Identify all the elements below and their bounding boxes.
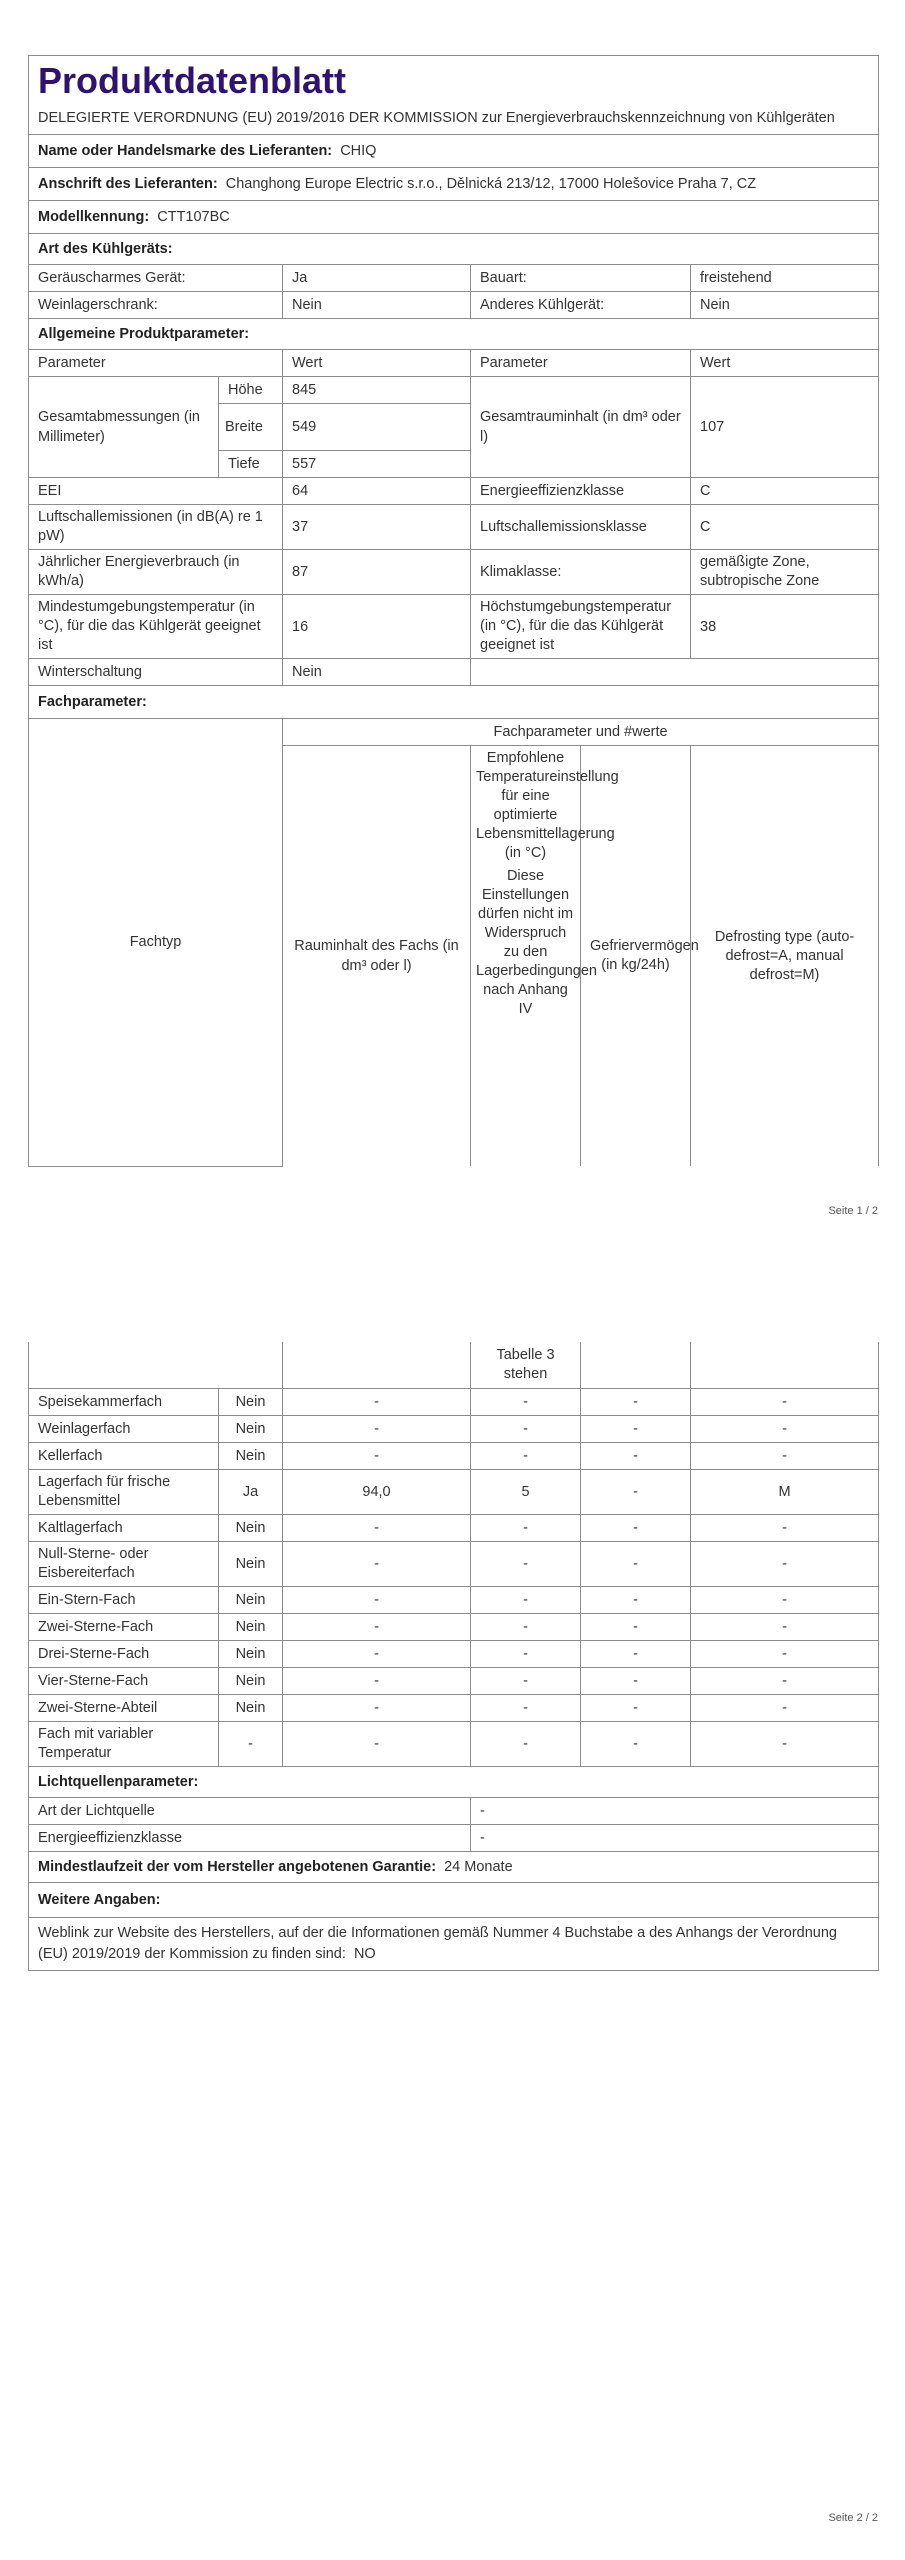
supplier-address-row: [29, 168, 879, 201]
compartment-freeze: -: [581, 1695, 691, 1722]
compartment-header-row-1: [29, 719, 879, 746]
compartment-temp: -: [471, 1641, 581, 1668]
depth-label: Tiefe: [219, 451, 283, 478]
compartment-temp: -: [471, 1668, 581, 1695]
weblink-text: Weblink zur Website des Herstellers, auf der die Informationen gemäß Nummer 4 Buchstabe a des Anhangs der Verordnung (EU) 2019/2019 der Kommission zu finden sind:: [38, 1925, 838, 1962]
weblink-row: [29, 1918, 879, 1971]
compartment-temp: -: [471, 1443, 581, 1470]
settings-note: Diese Einstellungen dürfen nicht im Widerspruch zu den Lagerbedingungen nach Anhang IV: [476, 868, 597, 1017]
compartment-row: [29, 1668, 879, 1695]
compartment-params-values-label: Fachparameter und #werte: [283, 719, 879, 746]
design-label: Bauart:: [471, 265, 691, 292]
page-2: [28, 1342, 878, 1971]
noise-emission-value: 37: [283, 505, 471, 550]
compartment-defrost: -: [691, 1389, 879, 1416]
compartment-temp: -: [471, 1695, 581, 1722]
height-value: 845: [283, 377, 471, 404]
settings-note-continued: Tabelle 3 stehen: [471, 1342, 581, 1389]
climate-class-value: gemäßigte Zone, subtropische Zone: [691, 550, 879, 595]
freezing-capacity-label: Gefriervermögen (in kg/24h): [581, 746, 691, 1167]
compartment-temp: -: [471, 1515, 581, 1542]
compartment-freeze: -: [581, 1641, 691, 1668]
compartment-present: Nein: [219, 1389, 283, 1416]
compartment-freeze: -: [581, 1614, 691, 1641]
dimensions-label: Gesamtabmessungen (in Millimeter): [29, 377, 219, 478]
compartment-present: Nein: [219, 1416, 283, 1443]
compartment-row: [29, 1470, 879, 1515]
max-temp-label: Höchstumgebungstemperatur (in °C), für die das Kühlgerät geeignet ist: [471, 595, 691, 659]
compartment-name: Weinlagerfach: [29, 1416, 219, 1443]
supplier-address-label: Anschrift des Lieferanten:: [38, 176, 218, 192]
eei-label: EEI: [29, 478, 283, 505]
compartment-present: Nein: [219, 1542, 283, 1587]
other-appliance-label: Anderes Kühlgerät:: [471, 292, 691, 319]
model-label: Modellkennung:: [38, 209, 150, 225]
compartment-present: Nein: [219, 1515, 283, 1542]
compartment-freeze: -: [581, 1587, 691, 1614]
compartment-rows: [29, 1389, 879, 1767]
compartment-present: Nein: [219, 1668, 283, 1695]
compartment-volume: -: [283, 1668, 471, 1695]
noise-emission-label: Luftschallemissionen (in dB(A) re 1 pW): [29, 505, 283, 550]
temperature-row: [29, 595, 879, 659]
compartment-temp: 5: [471, 1470, 581, 1515]
product-sheet-table-page-2: [28, 1342, 879, 1971]
compartment-params-heading: Fachparameter:: [29, 686, 879, 719]
compartment-freeze: -: [581, 1443, 691, 1470]
winter-label: Winterschaltung: [29, 659, 283, 686]
defrost-label: Defrosting type (auto-defrost=A, manual defrost=M): [691, 746, 879, 1167]
compartment-defrost: -: [691, 1722, 879, 1767]
compartment-volume: -: [283, 1443, 471, 1470]
design-value: freistehend: [691, 265, 879, 292]
compartment-volume: -: [283, 1389, 471, 1416]
compartment-freeze: -: [581, 1470, 691, 1515]
light-class-row: [29, 1825, 879, 1852]
light-type-value: -: [471, 1798, 879, 1825]
energy-class-label: Energieeffizienzklasse: [471, 478, 691, 505]
light-class-value: -: [471, 1825, 879, 1852]
noise-class-value: C: [691, 505, 879, 550]
compartment-volume: -: [283, 1722, 471, 1767]
compartment-defrost: -: [691, 1587, 879, 1614]
page-number-1: Seite 1 / 2: [828, 1205, 878, 1217]
eei-row: [29, 478, 879, 505]
page-title: Produktdatenblatt: [38, 60, 347, 101]
compartment-volume: -: [283, 1614, 471, 1641]
compartment-type-label: Fachtyp: [29, 719, 283, 1167]
product-sheet-table-page-1: [28, 55, 879, 1167]
regulation-text: DELEGIERTE VERORDNUNG (EU) 2019/2016 DER KOMMISSION zur Energieverbrauchskennzeichnung von Kühlgeräten: [38, 110, 835, 126]
compartment-present: -: [219, 1722, 283, 1767]
compartment-name: Zwei-Sterne-Fach: [29, 1614, 219, 1641]
col-parameter-left: Parameter: [29, 350, 283, 377]
min-temp-label: Mindestumgebungstemperatur (in °C), für die das Kühlgerät geeignet ist: [29, 595, 283, 659]
climate-class-label: Klimaklasse:: [471, 550, 691, 595]
compartment-row: [29, 1587, 879, 1614]
compartment-row: [29, 1443, 879, 1470]
supplier-address-value: Changhong Europe Electric s.r.o., Dělnická 213/12, 17000 Holešovice Praha 7, CZ: [225, 176, 757, 192]
compartment-volume: 94,0: [283, 1470, 471, 1515]
winter-value: Nein: [283, 659, 471, 686]
compartment-row: [29, 1389, 879, 1416]
compartment-defrost: -: [691, 1668, 879, 1695]
general-params-heading: Allgemeine Produktparameter:: [29, 319, 879, 350]
light-type-row: [29, 1798, 879, 1825]
wine-cabinet-label: Weinlagerschrank:: [29, 292, 283, 319]
compartment-freeze: -: [581, 1515, 691, 1542]
total-volume-label: Gesamtrauminhalt (in dm³ oder l): [471, 377, 691, 478]
wine-cabinet-value: Nein: [283, 292, 471, 319]
col-value-left: Wert: [283, 350, 471, 377]
compartment-defrost: -: [691, 1614, 879, 1641]
noise-class-label: Luftschallemissionsklasse: [471, 505, 691, 550]
light-params-heading: Lichtquellenparameter:: [29, 1767, 879, 1798]
supplier-name-value: CHIQ: [340, 143, 377, 159]
width-label: Breite: [219, 404, 283, 451]
compartment-temp: -: [471, 1722, 581, 1767]
compartment-temp: -: [471, 1389, 581, 1416]
low-noise-value: Ja: [283, 265, 471, 292]
compartment-present: Nein: [219, 1443, 283, 1470]
compartment-name: Null-Sterne- oder Eisbereiterfach: [29, 1542, 219, 1587]
compartment-name: Zwei-Sterne-Abteil: [29, 1695, 219, 1722]
compartment-name: Speisekammerfach: [29, 1389, 219, 1416]
low-noise-row: [29, 265, 879, 292]
compartment-defrost: -: [691, 1695, 879, 1722]
compartment-row: [29, 1542, 879, 1587]
total-volume-value: 107: [691, 377, 879, 478]
compartment-volume: -: [283, 1587, 471, 1614]
compartment-name: Kaltlagerfach: [29, 1515, 219, 1542]
compartment-present: Nein: [219, 1614, 283, 1641]
compartment-present: Nein: [219, 1695, 283, 1722]
max-temp-value: 38: [691, 595, 879, 659]
compartment-defrost: -: [691, 1641, 879, 1668]
compartment-present: Nein: [219, 1641, 283, 1668]
other-appliance-value: Nein: [691, 292, 879, 319]
compartment-row: [29, 1722, 879, 1767]
compartment-freeze: -: [581, 1389, 691, 1416]
compartment-volume: -: [283, 1695, 471, 1722]
warranty-row: [29, 1852, 879, 1883]
compartment-temp: -: [471, 1587, 581, 1614]
compartment-defrost: -: [691, 1443, 879, 1470]
compartment-present: Ja: [219, 1470, 283, 1515]
compartment-temp: -: [471, 1614, 581, 1641]
compartment-header-continued-row: [29, 1342, 879, 1389]
light-class-label: Energieeffizienzklasse: [29, 1825, 471, 1852]
page-number-2: Seite 2 / 2: [828, 2512, 878, 2524]
model-row: [29, 201, 879, 234]
further-info-heading: Weitere Angaben:: [29, 1883, 879, 1918]
compartment-defrost: M: [691, 1470, 879, 1515]
width-value: 549: [283, 404, 471, 451]
compartment-volume: -: [283, 1641, 471, 1668]
warranty-label: Mindestlaufzeit der vom Hersteller angebotenen Garantie:: [38, 1859, 437, 1875]
col-value-right: Wert: [691, 350, 879, 377]
compartment-defrost: -: [691, 1416, 879, 1443]
recommended-temp-label: Empfohlene Temperatureinstellung für eine optimierte Lebensmittellagerung (in °C): [476, 750, 619, 861]
compartment-row: [29, 1416, 879, 1443]
compartment-temp: -: [471, 1416, 581, 1443]
supplier-name-label: Name oder Handelsmarke des Lieferanten:: [38, 143, 333, 159]
compartment-freeze: -: [581, 1722, 691, 1767]
annual-energy-value: 87: [283, 550, 471, 595]
energy-class-value: C: [691, 478, 879, 505]
compartment-temp: -: [471, 1542, 581, 1587]
compartment-volume: -: [283, 1515, 471, 1542]
compartment-row: [29, 1641, 879, 1668]
compartment-volume: -: [283, 1542, 471, 1587]
model-value: CTT107BC: [157, 209, 230, 225]
compartment-name: Vier-Sterne-Fach: [29, 1668, 219, 1695]
eei-value: 64: [283, 478, 471, 505]
compartment-freeze: -: [581, 1668, 691, 1695]
compartment-row: [29, 1695, 879, 1722]
annual-energy-row: [29, 550, 879, 595]
winter-row: [29, 659, 879, 686]
compartment-defrost: -: [691, 1542, 879, 1587]
low-noise-label: Geräuscharmes Gerät:: [29, 265, 283, 292]
weblink-value: NO: [353, 1946, 376, 1962]
page-1: [28, 55, 878, 1167]
compartment-defrost: -: [691, 1515, 879, 1542]
general-params-header-row: [29, 350, 879, 377]
light-type-label: Art der Lichtquelle: [29, 1798, 471, 1825]
compartment-name: Fach mit variabler Temperatur: [29, 1722, 219, 1767]
compartment-row: [29, 1614, 879, 1641]
noise-row: [29, 505, 879, 550]
compartment-name: Ein-Stern-Fach: [29, 1587, 219, 1614]
compartment-name: Drei-Sterne-Fach: [29, 1641, 219, 1668]
compartment-present: Nein: [219, 1587, 283, 1614]
volume-col-label: Rauminhalt des Fachs (in dm³ oder l): [283, 746, 471, 1167]
min-temp-value: 16: [283, 595, 471, 659]
compartment-row: [29, 1515, 879, 1542]
depth-value: 557: [283, 451, 471, 478]
wine-cabinet-row: [29, 292, 879, 319]
compartment-freeze: -: [581, 1416, 691, 1443]
annual-energy-label: Jährlicher Energieverbrauch (in kWh/a): [29, 550, 283, 595]
warranty-value: 24 Monate: [444, 1859, 513, 1875]
appliance-type-heading: Art des Kühlgeräts:: [29, 234, 879, 265]
col-parameter-right: Parameter: [471, 350, 691, 377]
compartment-name: Kellerfach: [29, 1443, 219, 1470]
compartment-freeze: -: [581, 1542, 691, 1587]
compartment-name: Lagerfach für frische Lebensmittel: [29, 1470, 219, 1515]
height-row: [29, 377, 879, 404]
height-label: Höhe: [219, 377, 283, 404]
supplier-name-row: [29, 135, 879, 168]
compartment-volume: -: [283, 1416, 471, 1443]
